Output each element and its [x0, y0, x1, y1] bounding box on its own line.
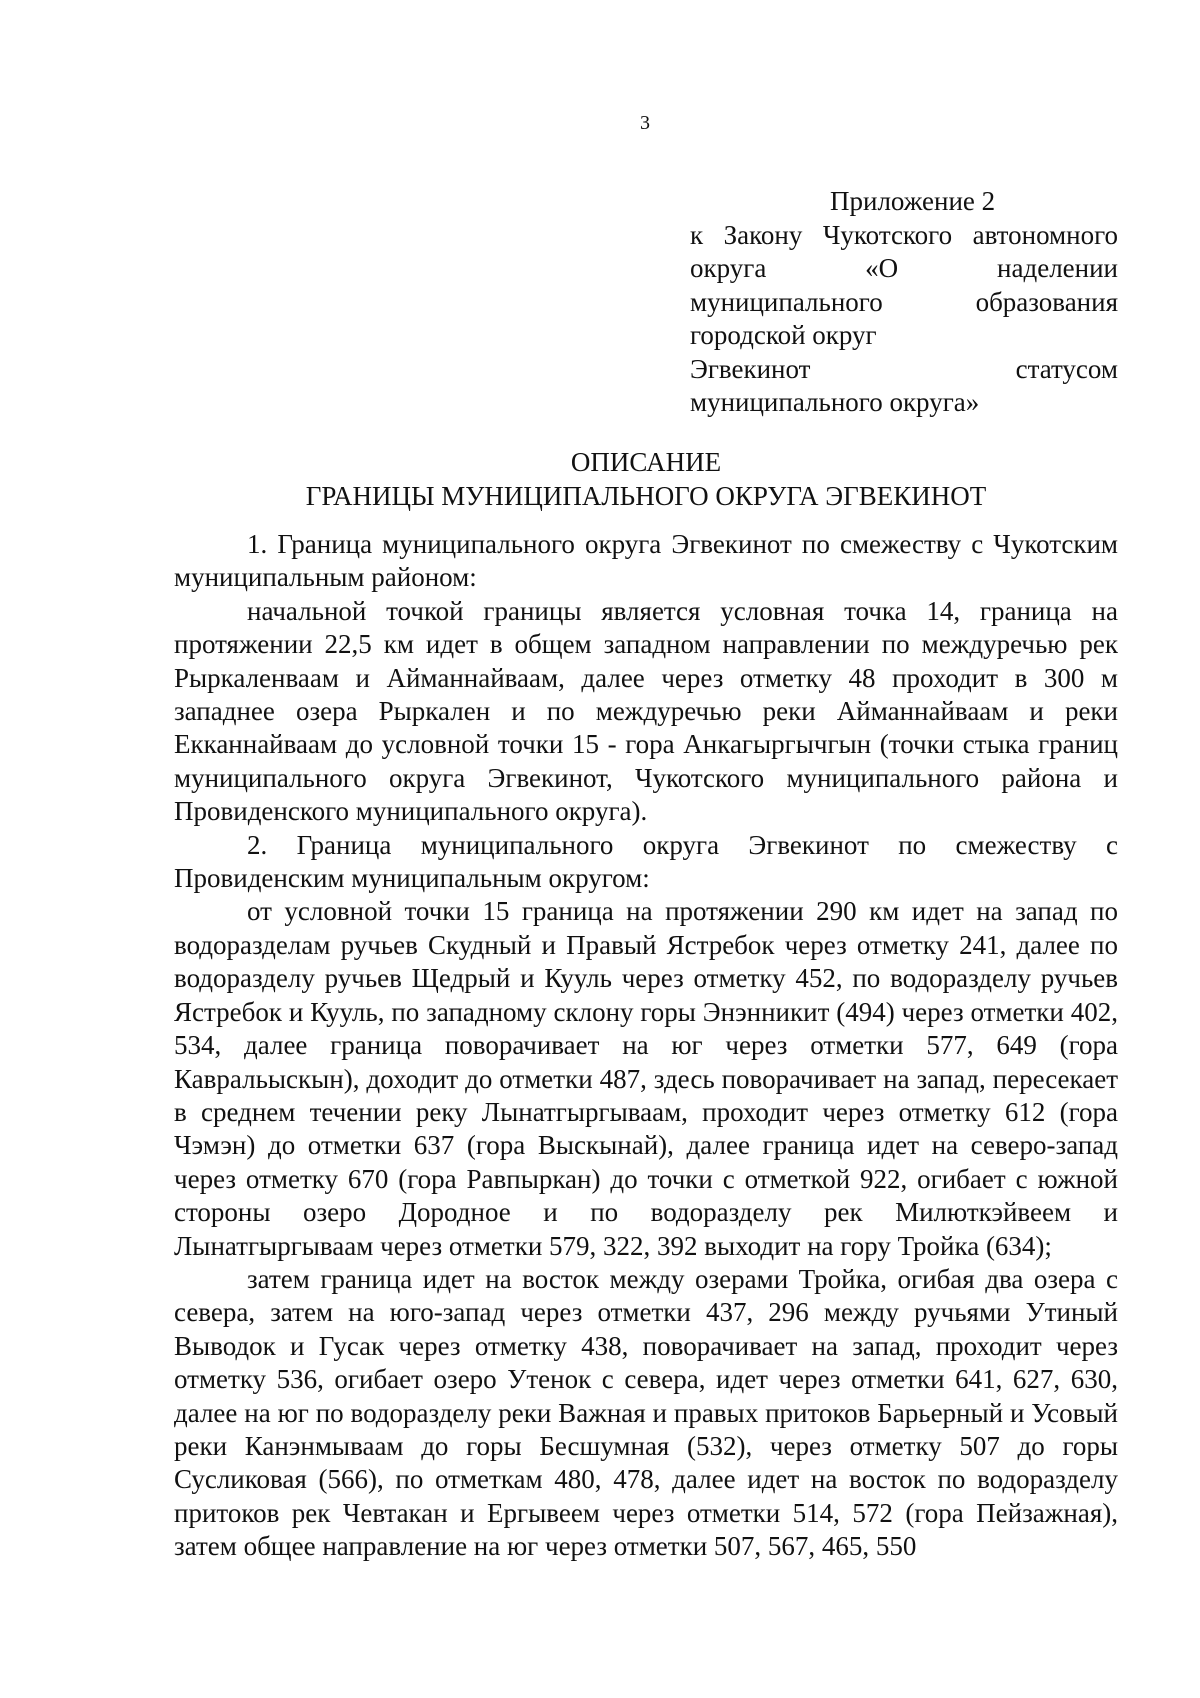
page-number: 3 — [640, 112, 650, 134]
title-line-2: ГРАНИЦЫ МУНИЦИПАЛЬНОГО ОКРУГА ЭГВЕКИНОТ — [305, 481, 987, 511]
paragraph-4: от условной точки 15 граница на протяжении 290 км идет на запад по водоразделам ручьев Скудный и Правый Ястребок через отметку 241, далее по водоразделу ручьев Щедрый и Кууль через отметку 452, по водоразделу ручьев Ястребок и Кууль, по западному склону горы Энэнникит (494) через отметки 402, 534, далее граница поворачивает на юг через отметки 577, 649 (гора Кавральыскын), доходит до отметки 487, здесь поворачивает на запад, пересекает в среднем течении реку Лынатгыргываам, проходит через отметку 612 (гора Чэмэн) до отметки 637 (гора Выскынай), далее граница идет на северо-запад через отметку 670 (гора Равпыркан) до точки с отметкой 922, огибает с южной стороны озеро Дородное и по водоразделу рек Милюткэйвеем и Лынатгыргываам через отметки 579, 322, 392 выходит на гору Тройка (634); — [174, 896, 1118, 1261]
document-title — [174, 445, 1118, 513]
paragraph-2: начальной точкой границы является условная точка 14, граница на протяжении 22,5 км идет в общем западном направлении по междуречью рек Рыркаленваам и Айманнайваам, далее через отметку 48 проходит в 300 м западнее озера Рыркален и по междуречью реки Айманнайваам и реки Екканнайваам до условной точки 15 - гора Анкагыргычгын (точки стыка границ муниципального округа Эгвекинот, Чукотского муниципального района и Провиденского муниципального округа). — [174, 595, 1118, 827]
appendix-line-2: к Закону Чукотского автономного — [690, 219, 1118, 250]
paragraph-5: затем граница идет на восток между озерами Тройка, огибая два озера с севера, затем на юго-запад через отметки 437, 296 между ручьями Утиный Выводок и Гусак через отметку 438, поворачивает на запад, проходит через отметку 536, огибает озеро Утенок с севера, идет через отметки 641, 627, 630, далее на юг по водоразделу реки Важная и правых притоков Барьерный и Усовый реки Канэнмываам до горы Бесшумная (532), через отметку 507 до горы Сусликовая (566), по отметкам 480, 478, далее идет на восток по водоразделу притоков рек Чевтакан и Ергывеем через отметки 514, 572 (гора Пейзажная), затем общее направление на юг через отметки 507, 567, 465, 550 — [174, 1263, 1118, 1562]
appendix-line-7: муниципального округа» — [690, 387, 980, 417]
appendix-line-4: муниципального образования — [690, 286, 1118, 317]
appendix-header — [690, 185, 1118, 420]
paragraph-1: 1. Граница муниципального округа Эгвекинот по смежеству с Чукотским муниципальным районом: — [174, 529, 1118, 593]
title-line-1: ОПИСАНИЕ — [570, 447, 722, 477]
appendix-line-6: Эгвекинот статусом — [690, 353, 1118, 384]
document-body — [174, 528, 1118, 1564]
appendix-line-3: округа «О наделении — [690, 253, 1118, 283]
appendix-line-1: Приложение 2 — [830, 186, 996, 216]
appendix-line-5: городской округ — [690, 320, 877, 350]
paragraph-3: 2. Граница муниципального округа Эгвекинот по смежеству с Провиденским муниципальным округом: — [174, 829, 1118, 894]
